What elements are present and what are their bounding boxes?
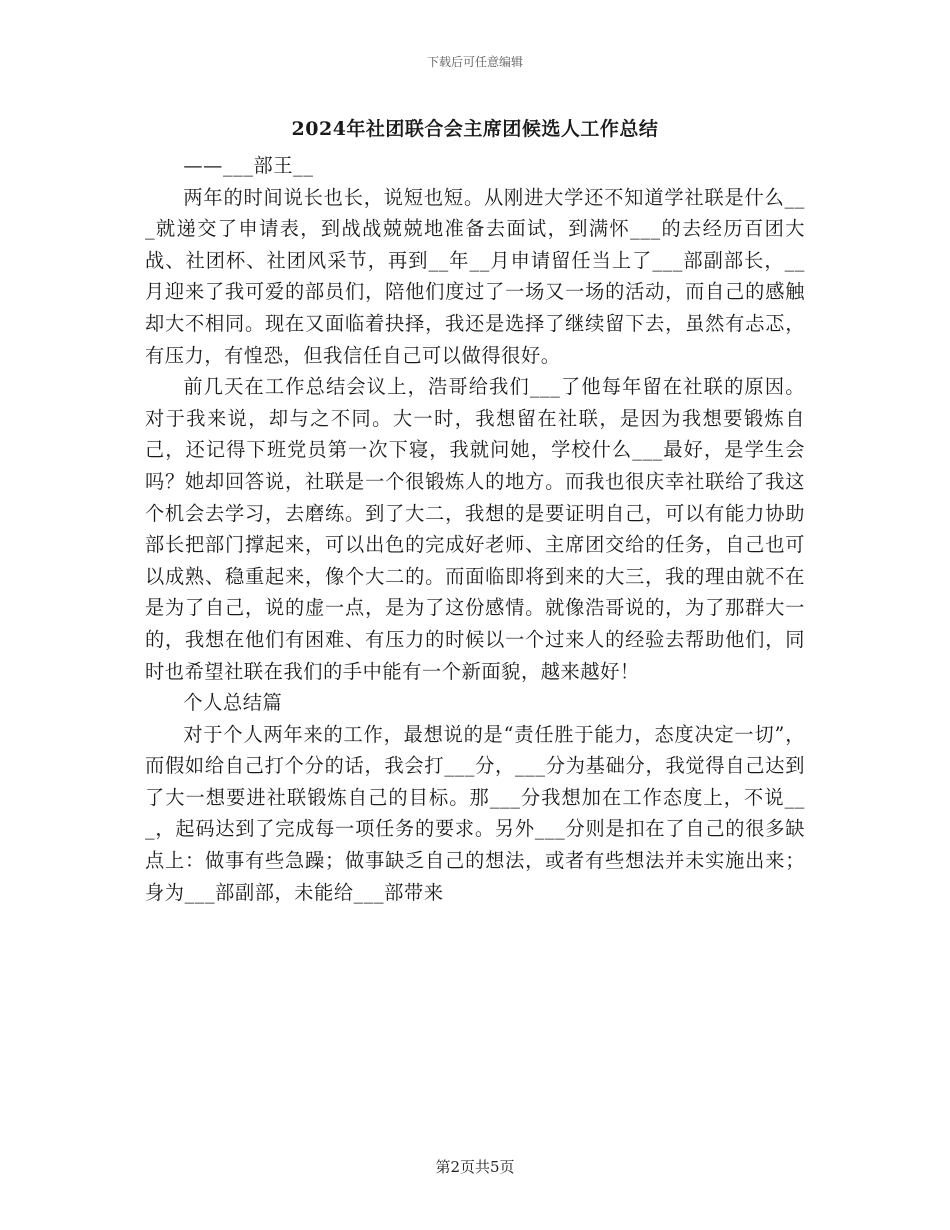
paragraph-reasons: 前几天在工作总结会议上，浩哥给我们___了他每年留在社联的原因。对于我来说，却与之不同。大一时，我想留在社联，是因为我想要锻炼自己，还记得下班党员第一次下寝，我就问她，学校什么___最好，是学生会吗？她却回答说，社联是一个很锻炼人的地方。而我也很庆幸社联给了我这个机会去学习，去磨练。到了大二，我想的是要证明自己，可以有能力协助部长把部门撑起来，可以出色的完成好老师、主席团交给的任务，自己也可以成熟、稳重起来，像个大二的。而面临即将到来的大三，我的理由就不在是为了自己，说的虚一点，是为了这份感情。就像浩哥说的，为了那群大一的，我想在他们有困难、有压力的时候以一个过来人的经验去帮助他们，同时也希望社联在我们的手中能有一个新面貌，越来越好！ xyxy=(145,375,805,683)
header-edit-note: 下载后可任意编辑 xyxy=(426,55,523,69)
document-title: 2024年社团联合会主席团候选人工作总结 xyxy=(291,118,659,140)
page-number: 第2页共5页 xyxy=(435,1158,515,1176)
paragraph-self-evaluation: 对于个人两年来的工作，最想说的是“责任胜于能力，态度决定一切”，而假如给自己打个分的话，我会打___分，___分为基础分，我觉得自己达到了大一想要进社联锻炼自己的目标。那___分我想加在工作态度上，不说___，起码达到了完成每一项任务的要求。另外___分则是扣在了自己的很多缺点上：做事有些急躁；做事缺乏自己的想法，或者有些想法并未实施出来；身为___部副部，未能给___部带来 xyxy=(145,722,805,904)
document-body xyxy=(145,150,805,908)
author-line: ——___部王__ xyxy=(183,154,314,177)
paragraph-intro: 两年的时间说长也长，说短也短。从刚进大学还不知道学社联是什么___就递交了申请表，到战战兢兢地准备去面试，到满怀___的去经历百团大战、社团杯、社团风采节，再到__年__月申请留任当上了___部副部长，__月迎来了我可爱的部员们，陪他们度过了一场又一场的活动，而自己的感触却大不相同。现在又面临着抉择，我还是选择了继续留下去，虽然有忐忑，有压力，有惶恐，但我信任自己可以做得很好。 xyxy=(145,185,805,367)
section-heading-personal-summary: 个人总结篇 xyxy=(183,691,283,715)
